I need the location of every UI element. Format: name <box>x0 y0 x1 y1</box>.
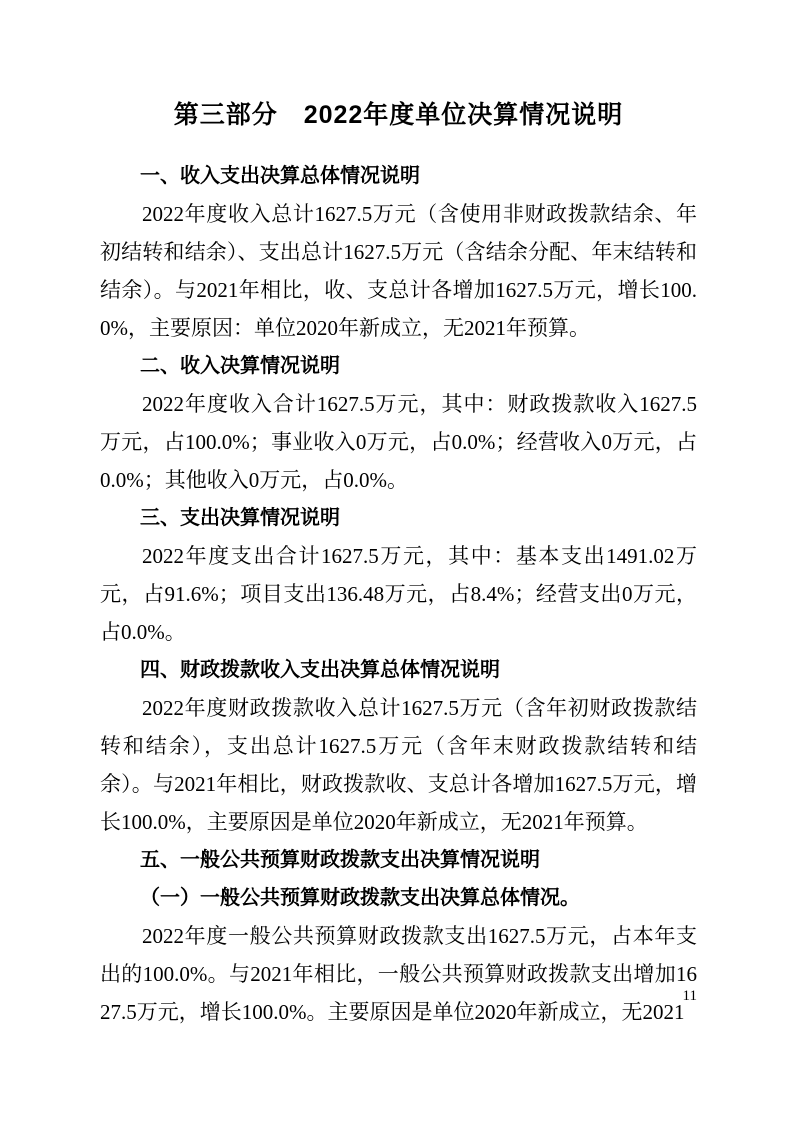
section-5-paragraph: 2022年度一般公共预算财政拨款支出1627.5万元，占本年支出的100.0%。与2021年相比，一般公共预算财政拨款支出增加1627.5万元，增长100.0%。主要原因是单位2020年新成立，无2021 <box>100 924 697 1024</box>
section-2-heading: 二、收入决算情况说明 <box>140 355 340 377</box>
section-2-paragraph: 2022年度收入合计1627.5万元，其中：财政拨款收入1627.5万元，占100.0%；事业收入0万元，占0.0%；经营收入0万元，占0.0%；其他收入0万元，占0.0%。 <box>100 392 697 492</box>
section-income-statement <box>100 347 697 499</box>
section-public-budget-expenditure <box>100 841 697 1031</box>
section-5-heading: 五、一般公共预算财政拨款支出决算情况说明 <box>140 849 540 871</box>
section-5-subheading: （一）一般公共预算财政拨款支出决算总体情况。 <box>140 887 580 909</box>
section-3-paragraph: 2022年度支出合计1627.5万元，其中：基本支出1491.02万元，占91.6%；项目支出136.48万元，占8.4%；经营支出0万元，占0.0%。 <box>100 544 697 644</box>
section-fiscal-appropriation-overview <box>100 651 697 841</box>
section-1-heading: 一、收入支出决算总体情况说明 <box>140 165 420 187</box>
document-title: 第三部分 2022年度单位决算情况说明 <box>173 101 624 129</box>
section-4-paragraph: 2022年度财政拨款收入总计1627.5万元（含年初财政拨款结转和结余），支出总计1627.5万元（含年末财政拨款结转和结余）。与2021年相比，财政拨款收、支总计各增加1627.5万元，增长100.0%，主要原因是单位2020年新成立，无2021年预算。 <box>100 696 697 834</box>
section-3-heading: 三、支出决算情况说明 <box>140 507 340 529</box>
section-4-heading: 四、财政拨款收入支出决算总体情况说明 <box>140 659 500 681</box>
section-1-paragraph: 2022年度收入总计1627.5万元（含使用非财政拨款结余、年初结转和结余）、支出总计1627.5万元（含结余分配、年末结转和结余）。与2021年相比，收、支总计各增加1627.5万元，增长100.0%，主要原因：单位2020年新成立，无2021年预算。 <box>100 202 697 340</box>
section-expenditure-statement <box>100 499 697 651</box>
document-content <box>100 95 697 1031</box>
section-income-expenditure-overview <box>100 157 697 347</box>
page-number: 11 <box>682 988 697 1004</box>
